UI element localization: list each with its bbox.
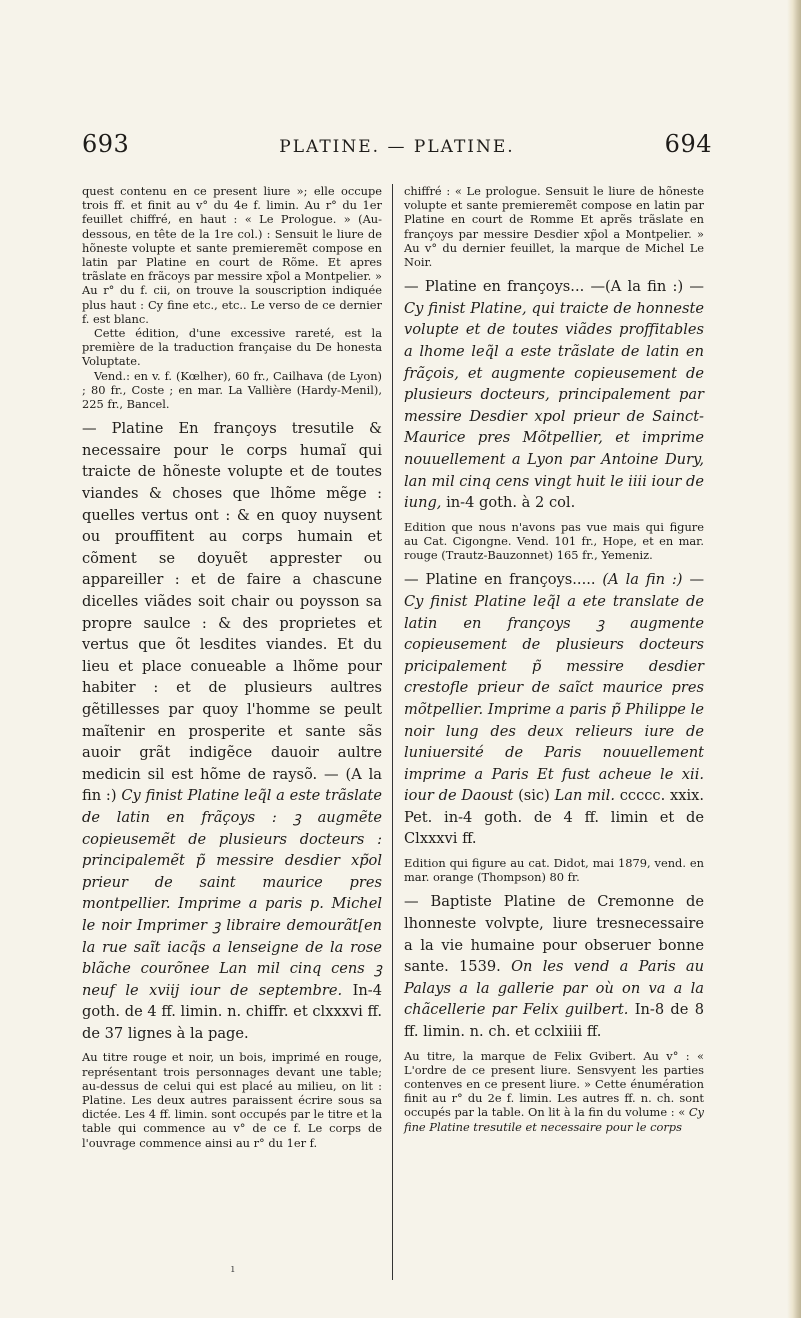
entry-title: — Baptiste Platine de Cremonne de lhonneste volvpte, liure tresnecessaire a la vie humaine pour obseruer bonne sante. 1539. <box>404 893 704 976</box>
paragraph: chiffré : « Le prologue. Sensuit le liure de hõneste volupte et sante premieremẽt compose en latin par Platine en court de Romme Et aprẽs trãslate en françoys par messire Desdier xp̃ol a Montpelier. » Au v° du dernier feuillet, la marque de Michel Le Noir. <box>404 184 704 270</box>
running-title: PLATINE. — PLATINE. <box>279 137 515 157</box>
paragraph: Edition que nous n'avons pas vue mais qui figure au Cat. Cigongne. Vend. 101 fr., Hope, et en mar. rouge (Trautz-Bauzonnet) 165 fr., Yemeniz. <box>404 519 704 563</box>
description-text: Au titre, la marque de Felix Gvibert. Au v° : « L'ordre de ce present liure. Sensvyent les parties contenves en ce present liure. » Cette énumération finit au r° du 2e f. limin. Les autres ff. n. ch. sont occupés par la table. On lit à la fin du volume : « <box>404 1048 704 1120</box>
paragraph: Edition qui figure au cat. Didot, mai 1879, vend. en mar. orange (Thompson) 80 fr. <box>404 856 704 885</box>
entry-title: — Platine En françoys tresutile & necessaire pour le corps humaĩ qui traicte de hõneste volupte et de toutes viandes & choses que lhõme mẽge : quelles vertus ont : & en quoy nuysent ou prouffitent au corps humain et cõment se doyuẽt apprester ou appareiller : et de faire a chascune dicelles viãdes soit chair ou poysson sa propre saulce : & des proprietes et vertus que õt lesdites viandes. Et du lieu et place conueable a lhõme pour habiter : et de plusieurs aultres gẽtillesses par quoy l'homme se peult maĩtenir en prosperite et sante sãs auoir grãt indigẽce dauoir aultre medicin sil est hõme de raysõ. — (A la fin :) <box>82 420 382 805</box>
right-column <box>404 184 704 1134</box>
bibliographic-entry <box>404 891 704 1042</box>
entry-title: — Platine en françoys..... <box>404 571 596 589</box>
sic-note: (sic) <box>518 787 550 805</box>
paragraph: quest contenu en ce present liure »; elle occupe trois ff. et finit au v° du 4e f. limin. Au r° du 1er feuillet chiffré, en haut : « Le Prologue. » (Au-dessous, en tête de la 1re col.) : Sensuit le liure de hõneste volupte et sante premieremẽt compose en latin par Platine en court de Rõme. Et apres trãslate en frãcoys par messire xp̃ol a Montpelier. » Au r° du f. cii, on trouve la souscription indiquée plus haut : Cy fine etc., etc.. Le verso de ce dernier f. est blanc. <box>82 184 382 326</box>
quoted-text: Cy fine Platine tresutile et necessaire pour le corps <box>404 1105 704 1134</box>
collation-text: in-4 goth. à 2 col. <box>446 494 576 512</box>
paragraph <box>404 1049 704 1134</box>
colophon-text: Cy finist Platine leq̃l a ete translate de latin en françoys ꝫ augmente copieusement de plusieurs docteurs pricipalement p̃ messire desdier crestofle prieur de saĩct maurice pres mõtpellier. Imprime a paris p̃ Philippe le noir lung des deux relieurs iure de luniuersité de Paris nouuellement imprime a Paris Et fust acheue le xii. iour de Daoust <box>404 592 704 805</box>
paragraph: Vend.: en v. f. (Kœlher), 60 fr., Cailhava (de Lyon) ; 80 fr., Coste ; en mar. La Vallière (Hardy-Menil), 225 fr., Bancel. <box>82 368 382 412</box>
paragraph: Cette édition, d'une excessive rareté, est la première de la traduction française du De honesta Voluptate. <box>82 326 382 369</box>
colophon-text: On les vend a Paris au Palays a la gallerie par où on va a la chãcellerie par Felix guilbert. <box>404 958 704 1019</box>
bibliographic-entry <box>404 276 704 514</box>
bibliographic-entry <box>404 569 704 850</box>
colophon-text: Cy finist Platine leq̃l a este trãslate de latin en frãçoys : ꝫ augmẽte copieusemẽt de plusieurs docteurs : principalemẽt p̃ messire desdier xp̃ol prieur de saint maurice pres montpellier. Imprime a paris p. Michel le noir Imprimer ꝫ libraire demourãt[en la rue saĩt iacq̃s a lenseigne de la rose blãche courõnee Lan mil cinq cens ꝫ neuf le xviij iour de septembre. <box>82 787 383 999</box>
entry-title: — Platine en françoys... —(A la fin :) — <box>404 278 704 296</box>
collation-text: In-8 de 8 ff. limin. n. ch. et cclxiiii ff. <box>404 1001 705 1041</box>
colophon-marker: (A la fin :) <box>602 571 683 589</box>
colophon-text: Lan mil. <box>554 787 615 805</box>
bibliographic-entry <box>82 418 382 1044</box>
left-page-number: 693 <box>82 130 130 158</box>
paragraph: Au titre rouge et noir, un bois, imprimé en rouge, représentant trois personnages devant une table; au-dessus de celui qui est placé au milieu, on lit : Platine. Les deux autres paraissent écrire sous sa dictée. Les 4 ff. limin. sont occupés par le titre et la table qui commence au v° de ce f. Le corps de l'ouvrage commence ainsi au r° du 1er f. <box>82 1050 382 1150</box>
colophon-text: Cy finist Platine, qui traicte de honneste volupte et de toutes viãdes proffitables a lhome leq̃l a este trãslate de latin en frãçois, et augmente copieusement de plusieurs docteurs, principalement par messire Desdier xpol prieur de Sainct-Maurice pres Mõtpellier, et imprime nouuellement a Lyon par Antoine Dury, lan mil cinq cens vingt huit le iiii iour de iung, <box>404 299 704 512</box>
page-edge <box>787 0 801 1318</box>
left-column <box>82 184 382 1150</box>
running-header <box>82 130 712 170</box>
dash: — <box>689 571 705 589</box>
collation-text: ccccc. xxix. Pet. in-4 goth. de 4 ff. limin et de Clxxxvi ff. <box>404 787 705 848</box>
signature-mark: ı <box>231 1262 235 1275</box>
right-page-number: 694 <box>664 130 712 158</box>
column-divider <box>392 184 393 1280</box>
collation-text: In-4 goth. de 4 ff. limin. n. chiffr. et clxxxvi ff. de 37 lignes à la page. <box>82 981 383 1042</box>
